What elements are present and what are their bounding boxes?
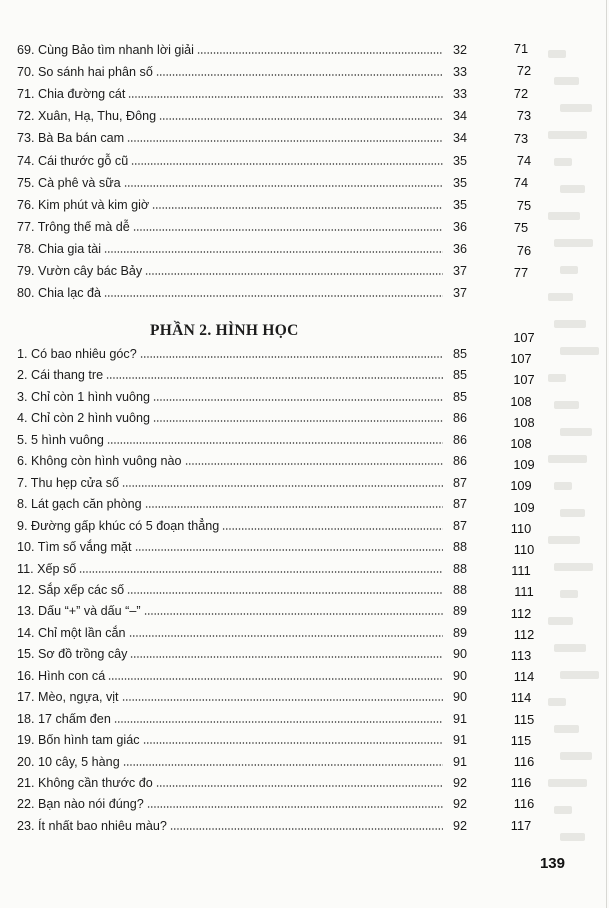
right-column-page-number: 107 (513, 330, 535, 345)
right-column-page-number: 112 (510, 605, 532, 621)
bleed-through-mark (560, 509, 585, 517)
dot-leader (107, 442, 443, 444)
toc-entry (17, 706, 467, 726)
right-column-page-number: 108 (510, 393, 532, 409)
right-column-page-number: 111 (514, 584, 534, 600)
bleed-through-mark (554, 401, 579, 409)
toc-entry (17, 684, 467, 704)
dot-leader (133, 229, 443, 231)
right-column-page-number: 77 (513, 265, 529, 280)
bleed-through-mark (554, 563, 593, 571)
toc-entry (17, 405, 467, 425)
toc-entry (17, 577, 467, 597)
bleed-through-mark (548, 50, 566, 58)
bleed-through-mark (560, 833, 585, 841)
toc-entry-title: 1. Có bao nhiêu góc? (17, 347, 137, 361)
right-column-page-number: 112 (513, 626, 535, 642)
toc-entry-title: 76. Kim phút và kim giờ (17, 197, 150, 212)
bleed-through-mark (548, 698, 566, 706)
toc-entry-title: 6. Không còn hình vuông nào (17, 454, 182, 469)
bleed-through-mark (548, 779, 587, 787)
right-column-page-number: 72 (513, 85, 529, 101)
bleed-through-mark (560, 104, 592, 112)
toc-entry-page: 90 (452, 668, 467, 683)
dot-leader (124, 185, 443, 187)
toc-entry-page: 86 (452, 432, 467, 447)
toc-entry (17, 37, 467, 57)
toc-entry-page: 92 (452, 818, 467, 833)
toc-entry (17, 236, 467, 256)
toc-entry (17, 214, 467, 234)
section-heading: PHẦN 2. HÌNH HỌC (150, 322, 299, 339)
dot-leader (156, 785, 443, 787)
right-column-page-number: 116 (510, 775, 532, 791)
right-column-page-number: 74 (513, 175, 529, 191)
toc-entry (17, 556, 467, 576)
right-column-page-number: 116 (513, 796, 535, 812)
dot-leader (123, 764, 443, 766)
toc-entry-page: 85 (452, 389, 467, 404)
bleed-through-mark (554, 239, 593, 247)
toc-entry-title: 4. Chỉ còn 2 hình vuông (17, 411, 151, 426)
toc-entry-title: 5. 5 hình vuông (17, 432, 104, 447)
toc-entry (17, 427, 467, 447)
toc-entry-page: 34 (452, 131, 467, 146)
right-column-page-number: 73 (516, 108, 532, 124)
toc-entry-title: 10. Tìm số vắng mặt (17, 540, 132, 555)
right-column-page-number: 108 (513, 414, 535, 430)
right-column-page-number: 107 (513, 372, 535, 388)
toc-entry (17, 534, 467, 554)
right-column-page-number: 71 (513, 41, 529, 56)
toc-entry-page: 92 (452, 797, 467, 812)
toc-entry (17, 341, 467, 361)
bleed-through-mark (548, 293, 573, 301)
toc-entry-page: 91 (452, 733, 467, 748)
bleed-through-mark (548, 455, 587, 463)
right-column-page-number: 75 (516, 197, 532, 213)
toc-entry (17, 148, 467, 168)
toc-entry-title: 2. Cái thang tre (17, 368, 104, 383)
bleed-through-mark (548, 617, 573, 625)
toc-entry-page: 35 (452, 153, 467, 168)
toc-entry-page: 88 (452, 540, 467, 555)
toc-entry (17, 258, 467, 278)
dot-leader (131, 163, 443, 165)
toc-entry-title: 71. Chia đường cát (17, 87, 126, 102)
bleed-through-mark (554, 77, 579, 85)
toc-entry-title: 23. Ít nhất bao nhiêu màu? (17, 818, 167, 833)
toc-entry (17, 448, 467, 468)
bleed-through-mark (554, 644, 586, 652)
toc-entry-page: 33 (452, 87, 467, 102)
toc-entry (17, 362, 467, 382)
dot-leader (79, 571, 443, 573)
toc-entry (17, 384, 467, 404)
toc-entry-title: 11. Xếp số (17, 561, 77, 576)
dot-leader (153, 420, 443, 422)
dot-leader (170, 828, 443, 830)
toc-entry-page: 35 (452, 175, 467, 190)
toc-entry-page: 86 (452, 411, 467, 426)
right-column-page-number: 72 (516, 63, 532, 79)
toc-entry-title: 70. So sánh hai phân số (17, 65, 153, 80)
bleed-through-mark (560, 428, 592, 436)
dot-leader (159, 118, 443, 120)
toc-entry (17, 620, 467, 640)
toc-entry-page: 89 (452, 604, 467, 619)
toc-entry-title: 9. Đường gấp khúc có 5 đoạn thẳng (17, 518, 220, 533)
toc-entry-title: 77. Trông thế mà dễ (17, 219, 130, 234)
toc-entry (17, 770, 467, 790)
toc-entry-title: 15. Sơ đồ trồng cây (17, 647, 128, 662)
bleed-through-mark (560, 185, 585, 193)
toc-entry-page: 90 (452, 690, 467, 705)
right-column-page-number: 113 (510, 648, 532, 663)
toc-entry-title: 22. Bạn nào nói đúng? (17, 797, 144, 812)
page-edge (606, 0, 607, 908)
dot-leader (127, 140, 443, 142)
dot-leader (122, 485, 443, 487)
right-column-page-number: 115 (510, 732, 532, 748)
toc-entry-page: 91 (452, 754, 467, 769)
bleed-through-mark (548, 131, 587, 139)
toc-entry (17, 280, 467, 300)
toc-entry-title: 69. Cùng Bảo tìm nhanh lời giải (17, 43, 194, 57)
toc-entry-page: 92 (452, 776, 467, 790)
dot-leader (152, 207, 443, 209)
toc-entry-title: 18. 17 chấm đen (17, 711, 111, 726)
toc-entry-page: 88 (452, 561, 467, 576)
bleed-through-mark (560, 590, 578, 598)
right-column-page-number: 109 (513, 499, 535, 515)
toc-entry (17, 170, 467, 190)
bleed-through-mark (548, 536, 580, 544)
dot-leader (122, 699, 443, 701)
dot-leader (185, 463, 443, 465)
dot-leader (108, 678, 443, 680)
bleed-through-mark (560, 671, 599, 679)
right-column-page-number: 114 (513, 669, 535, 685)
dot-leader (104, 251, 443, 253)
right-column-page-number: 76 (516, 242, 532, 258)
right-column-page-number: 107 (510, 351, 532, 367)
dot-leader (144, 613, 443, 615)
dot-leader (130, 656, 443, 658)
right-column-page-number: 117 (510, 817, 532, 833)
toc-entry (17, 727, 467, 747)
toc-entry-page: 37 (452, 286, 467, 301)
dot-leader (104, 295, 443, 297)
toc-entry-title: 21. Không cần thước đo (17, 776, 153, 790)
right-column-page-number: 74 (516, 153, 532, 168)
toc-entry-title: 79. Vườn cây bác Bảy (17, 264, 143, 278)
dot-leader (145, 506, 443, 508)
toc-entry (17, 59, 467, 79)
dot-leader (129, 635, 443, 637)
toc-entry (17, 125, 467, 145)
dot-leader (135, 549, 443, 551)
dot-leader (147, 806, 443, 808)
bleed-through-mark (560, 752, 592, 760)
bleed-through-mark (554, 158, 572, 166)
toc-entry-title: 74. Cái thước gỗ cũ (17, 153, 129, 168)
dot-leader (128, 96, 443, 98)
toc-entry (17, 192, 467, 212)
dot-leader (156, 74, 443, 76)
toc-entry (17, 813, 467, 833)
toc-entry-page: 85 (452, 347, 467, 361)
right-column-page-number: 73 (513, 130, 529, 146)
dot-leader (140, 356, 443, 358)
right-column-page-number: 110 (510, 520, 532, 536)
toc-entry-page: 90 (452, 647, 467, 662)
toc-entry (17, 641, 467, 661)
right-column-page-number: 109 (513, 457, 535, 473)
bleed-through-mark (560, 347, 599, 355)
dot-leader (106, 377, 443, 379)
toc-entry (17, 103, 467, 123)
toc-entry-title: 20. 10 cây, 5 hàng (17, 754, 120, 769)
toc-entry-title: 72. Xuân, Hạ, Thu, Đông (17, 109, 157, 124)
toc-entry-title: 73. Bà Ba bán cam (17, 131, 125, 146)
toc-entry-title: 13. Dấu “+” và dấu “–” (17, 604, 141, 619)
toc-entry-title: 7. Thu hẹp cửa số (17, 475, 120, 490)
dot-leader (197, 52, 443, 54)
bleed-through-mark (554, 725, 579, 733)
right-column-page-number: 110 (513, 542, 535, 557)
dot-leader (114, 721, 443, 723)
toc-entry-page: 34 (452, 109, 467, 124)
toc-entry-title: 78. Chia gia tài (17, 241, 102, 256)
toc-entry-page: 87 (452, 497, 467, 512)
toc-entry-title: 8. Lát gạch căn phòng (17, 497, 142, 512)
toc-entry (17, 791, 467, 811)
dot-leader (127, 592, 443, 594)
toc-entry (17, 663, 467, 683)
toc-entry-page: 86 (452, 454, 467, 469)
toc-entry-page: 37 (452, 264, 467, 278)
toc-entry-page: 35 (452, 197, 467, 212)
bleed-through-mark (554, 482, 572, 490)
toc-entry-page: 89 (452, 625, 467, 640)
bleed-through-mark (548, 212, 580, 220)
right-column-page-number: 109 (510, 478, 532, 494)
dot-leader (153, 399, 443, 401)
toc-entry-title: 3. Chỉ còn 1 hình vuông (17, 389, 151, 404)
toc-entry-page: 88 (452, 582, 467, 597)
toc-entry-title: 17. Mèo, ngựa, vịt (17, 690, 119, 705)
toc-entry-page: 33 (452, 65, 467, 80)
toc-entry-title: 16. Hình con cá (17, 668, 106, 683)
toc-entry-title: 12. Sắp xếp các số (17, 582, 125, 597)
bleed-through-mark (554, 320, 586, 328)
toc-entry (17, 81, 467, 101)
right-column-page-number: 116 (513, 754, 535, 769)
dot-leader (143, 742, 443, 744)
right-column-page-number: 108 (510, 436, 532, 451)
toc-entry-page: 87 (452, 475, 467, 490)
right-column-page-number: 114 (510, 690, 532, 706)
toc-entry-title: 19. Bốn hình tam giác (17, 733, 140, 748)
toc-entry (17, 470, 467, 490)
toc-entry-page: 36 (452, 219, 467, 234)
toc-entry-page: 32 (452, 43, 467, 57)
toc-entry (17, 749, 467, 769)
toc-entry-page: 91 (452, 711, 467, 726)
toc-entry (17, 598, 467, 618)
toc-entry-title: 80. Chia lạc đà (17, 286, 102, 301)
toc-entry-title: 75. Cà phê và sữa (17, 175, 121, 190)
bleed-through-mark (554, 806, 572, 814)
toc-entry-page: 36 (452, 241, 467, 256)
right-column-page-number: 75 (513, 220, 529, 236)
bleed-through-mark (548, 374, 566, 382)
right-column-page-number: 111 (511, 563, 531, 579)
dot-leader (145, 273, 443, 275)
toc-entry-page: 87 (452, 518, 467, 533)
toc-entry-page: 85 (452, 368, 467, 383)
toc-entry-title: 14. Chỉ một lần cắn (17, 625, 126, 640)
toc-entry (17, 491, 467, 511)
bleed-through-mark (560, 266, 578, 274)
page-number: 139 (539, 855, 565, 872)
right-column-page-number: 115 (513, 711, 535, 727)
toc-entry (17, 513, 467, 533)
dot-leader (222, 528, 443, 530)
